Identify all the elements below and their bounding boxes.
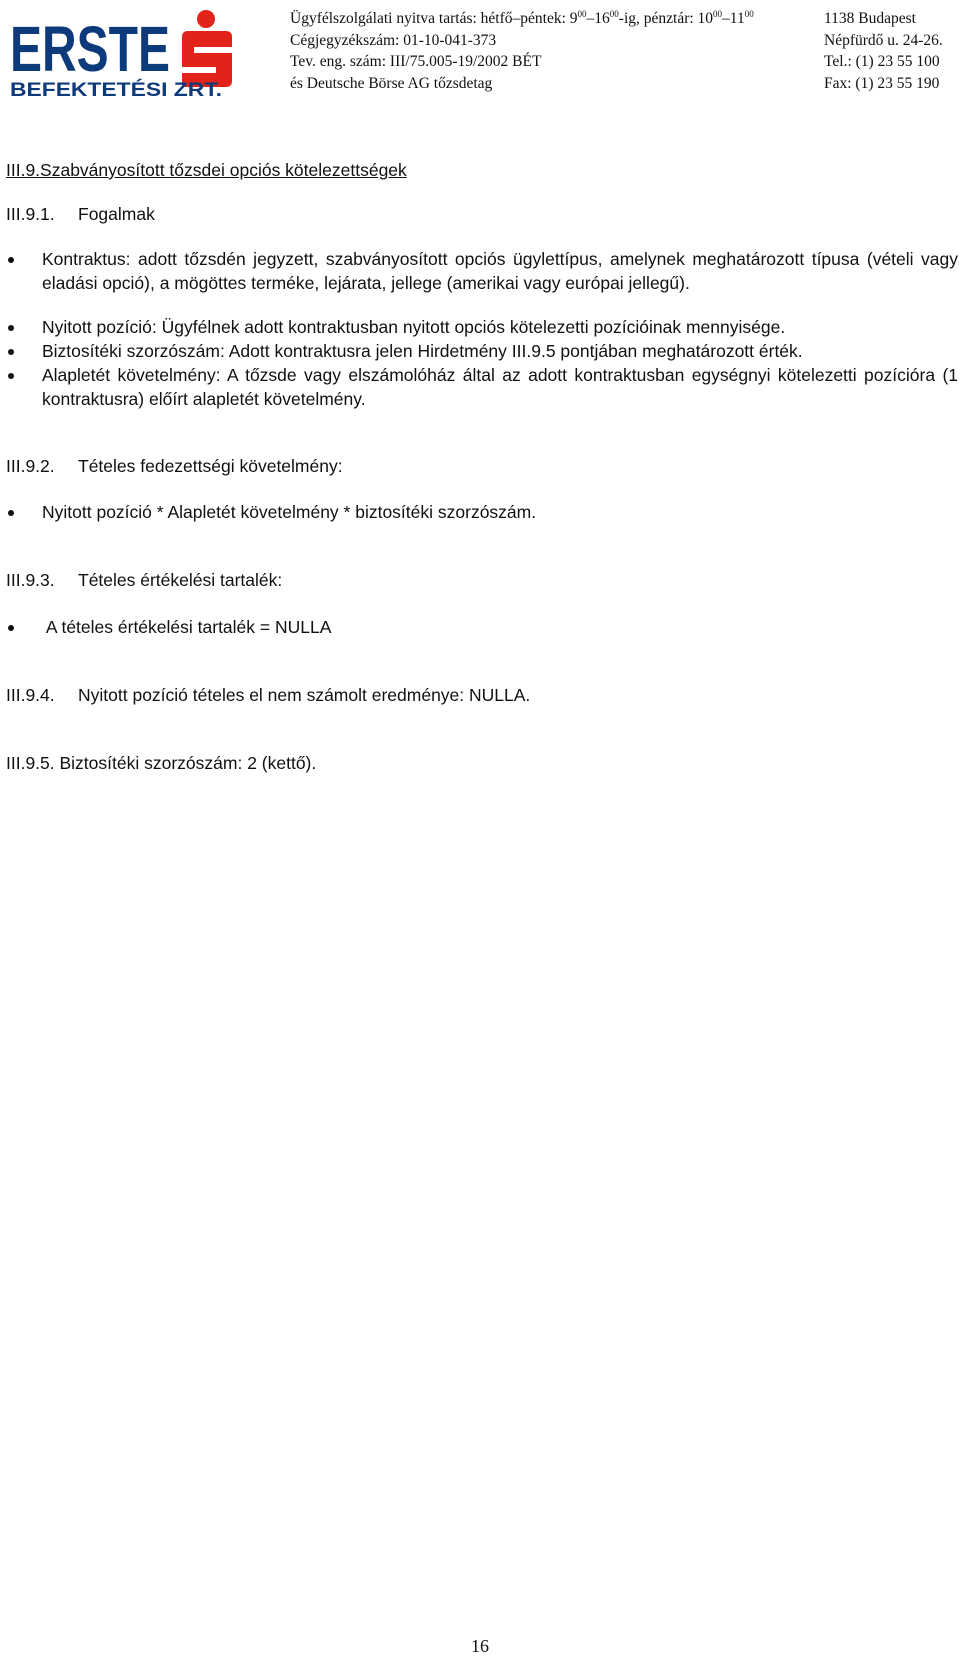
page-header bbox=[0, 0, 960, 110]
page-number: 16 bbox=[471, 1636, 489, 1656]
logo-wordmark: ERSTE bbox=[10, 13, 170, 85]
address-street: Népfürdő u. 24-26. bbox=[824, 31, 943, 49]
hours-sup: 00 bbox=[744, 9, 754, 19]
hours-sup: 00 bbox=[713, 9, 723, 19]
hours-text: -ig, pénztár: 10 bbox=[618, 10, 714, 27]
list-item-text: Alapletét követelmény: A tőzsde vagy elszámolóház által az adott kontraktusban egységnyi kötelezetti pozícióra (1 kontraktusra) előírt alapletét követelmény. bbox=[42, 365, 958, 409]
erste-logo-graphic bbox=[10, 5, 240, 101]
list-item bbox=[6, 247, 958, 295]
subsection-heading bbox=[6, 683, 530, 707]
list-item-text: Nyitott pozíció: Ügyfélnek adott kontraktusban nyitott opciós kötelezetti pozícióinak mennyisége. bbox=[42, 317, 786, 337]
hours-text: –16 bbox=[586, 10, 610, 27]
bullet-icon bbox=[8, 373, 14, 379]
list-item-text: Biztosítéki szorzószám: Adott kontraktusra jelen Hirdetmény III.9.5 pontjában meghatározott érték. bbox=[42, 341, 803, 361]
subsection-title: Fogalmak bbox=[78, 204, 155, 224]
address-city: 1138 Budapest bbox=[824, 10, 916, 27]
list-item bbox=[6, 363, 958, 411]
hours-sup: 00 bbox=[577, 9, 587, 19]
address-tel: Tel.: (1) 23 55 100 bbox=[824, 53, 940, 70]
header-registry: Cégjegyzékszám: 01-10-041-373 bbox=[290, 31, 497, 49]
subsection-heading bbox=[6, 568, 282, 592]
subsection-title: Nyitott pozíció tételes el nem számolt eredménye: NULLA. bbox=[78, 685, 531, 705]
hours-sup: 00 bbox=[609, 9, 619, 19]
subsection-title: Tételes értékelési tartalék: bbox=[78, 570, 283, 590]
section-title: III.9.Szabványosított tőzsdei opciós kötelezettségek bbox=[6, 160, 407, 180]
subsection-heading bbox=[6, 202, 155, 226]
bullet-icon bbox=[8, 510, 14, 516]
list-item-text: A tételes értékelési tartalék = NULLA bbox=[42, 617, 332, 637]
subsection-paragraph: III.9.5. Biztosítéki szorzószám: 2 (kettő). bbox=[6, 753, 317, 773]
subsection-number: III.9.4. bbox=[6, 685, 55, 705]
bullet-icon bbox=[8, 325, 14, 331]
bullet-icon bbox=[8, 625, 14, 631]
header-address bbox=[824, 8, 960, 94]
list-item bbox=[6, 615, 958, 639]
header-hours bbox=[290, 8, 810, 30]
subsection-title: Tételes fedezettségi követelmény: bbox=[78, 456, 343, 476]
hours-text: Ügyfélszolgálati nyitva tartás: hétfő–péntek: 9 bbox=[290, 10, 578, 27]
erste-logo bbox=[10, 5, 240, 101]
subsection-number: III.9.1. bbox=[6, 204, 55, 224]
logo-subtitle: BEFEKTETÉSI ZRT. bbox=[10, 80, 187, 101]
hours-text: –11 bbox=[722, 10, 745, 27]
list-item bbox=[6, 500, 958, 524]
subsection-number: III.9.3. bbox=[6, 570, 55, 590]
header-license: Tev. eng. szám: III/75.005-19/2002 BÉT bbox=[290, 53, 542, 70]
header-info bbox=[290, 8, 810, 94]
bullet-icon bbox=[8, 257, 14, 263]
header-exchange: és Deutsche Börse AG tőzsdetag bbox=[290, 74, 493, 92]
list-item-text: Nyitott pozíció * Alapletét követelmény * biztosítéki szorzószám. bbox=[42, 502, 537, 522]
bullet-icon bbox=[8, 349, 14, 355]
address-fax: Fax: (1) 23 55 190 bbox=[824, 74, 940, 92]
list-item-text: Kontraktus: adott tőzsdén jegyzett, szabványosított opciós ügylettípus, amelynek meghatározott típusa (vételi vagy eladási opció), a mögöttes terméke, lejárata, jellege (amerikai vagy európai jellegű). bbox=[42, 249, 958, 293]
list-item bbox=[6, 339, 958, 363]
list-item bbox=[6, 315, 958, 339]
subsection-heading bbox=[6, 454, 343, 478]
subsection-number: III.9.2. bbox=[6, 456, 55, 476]
